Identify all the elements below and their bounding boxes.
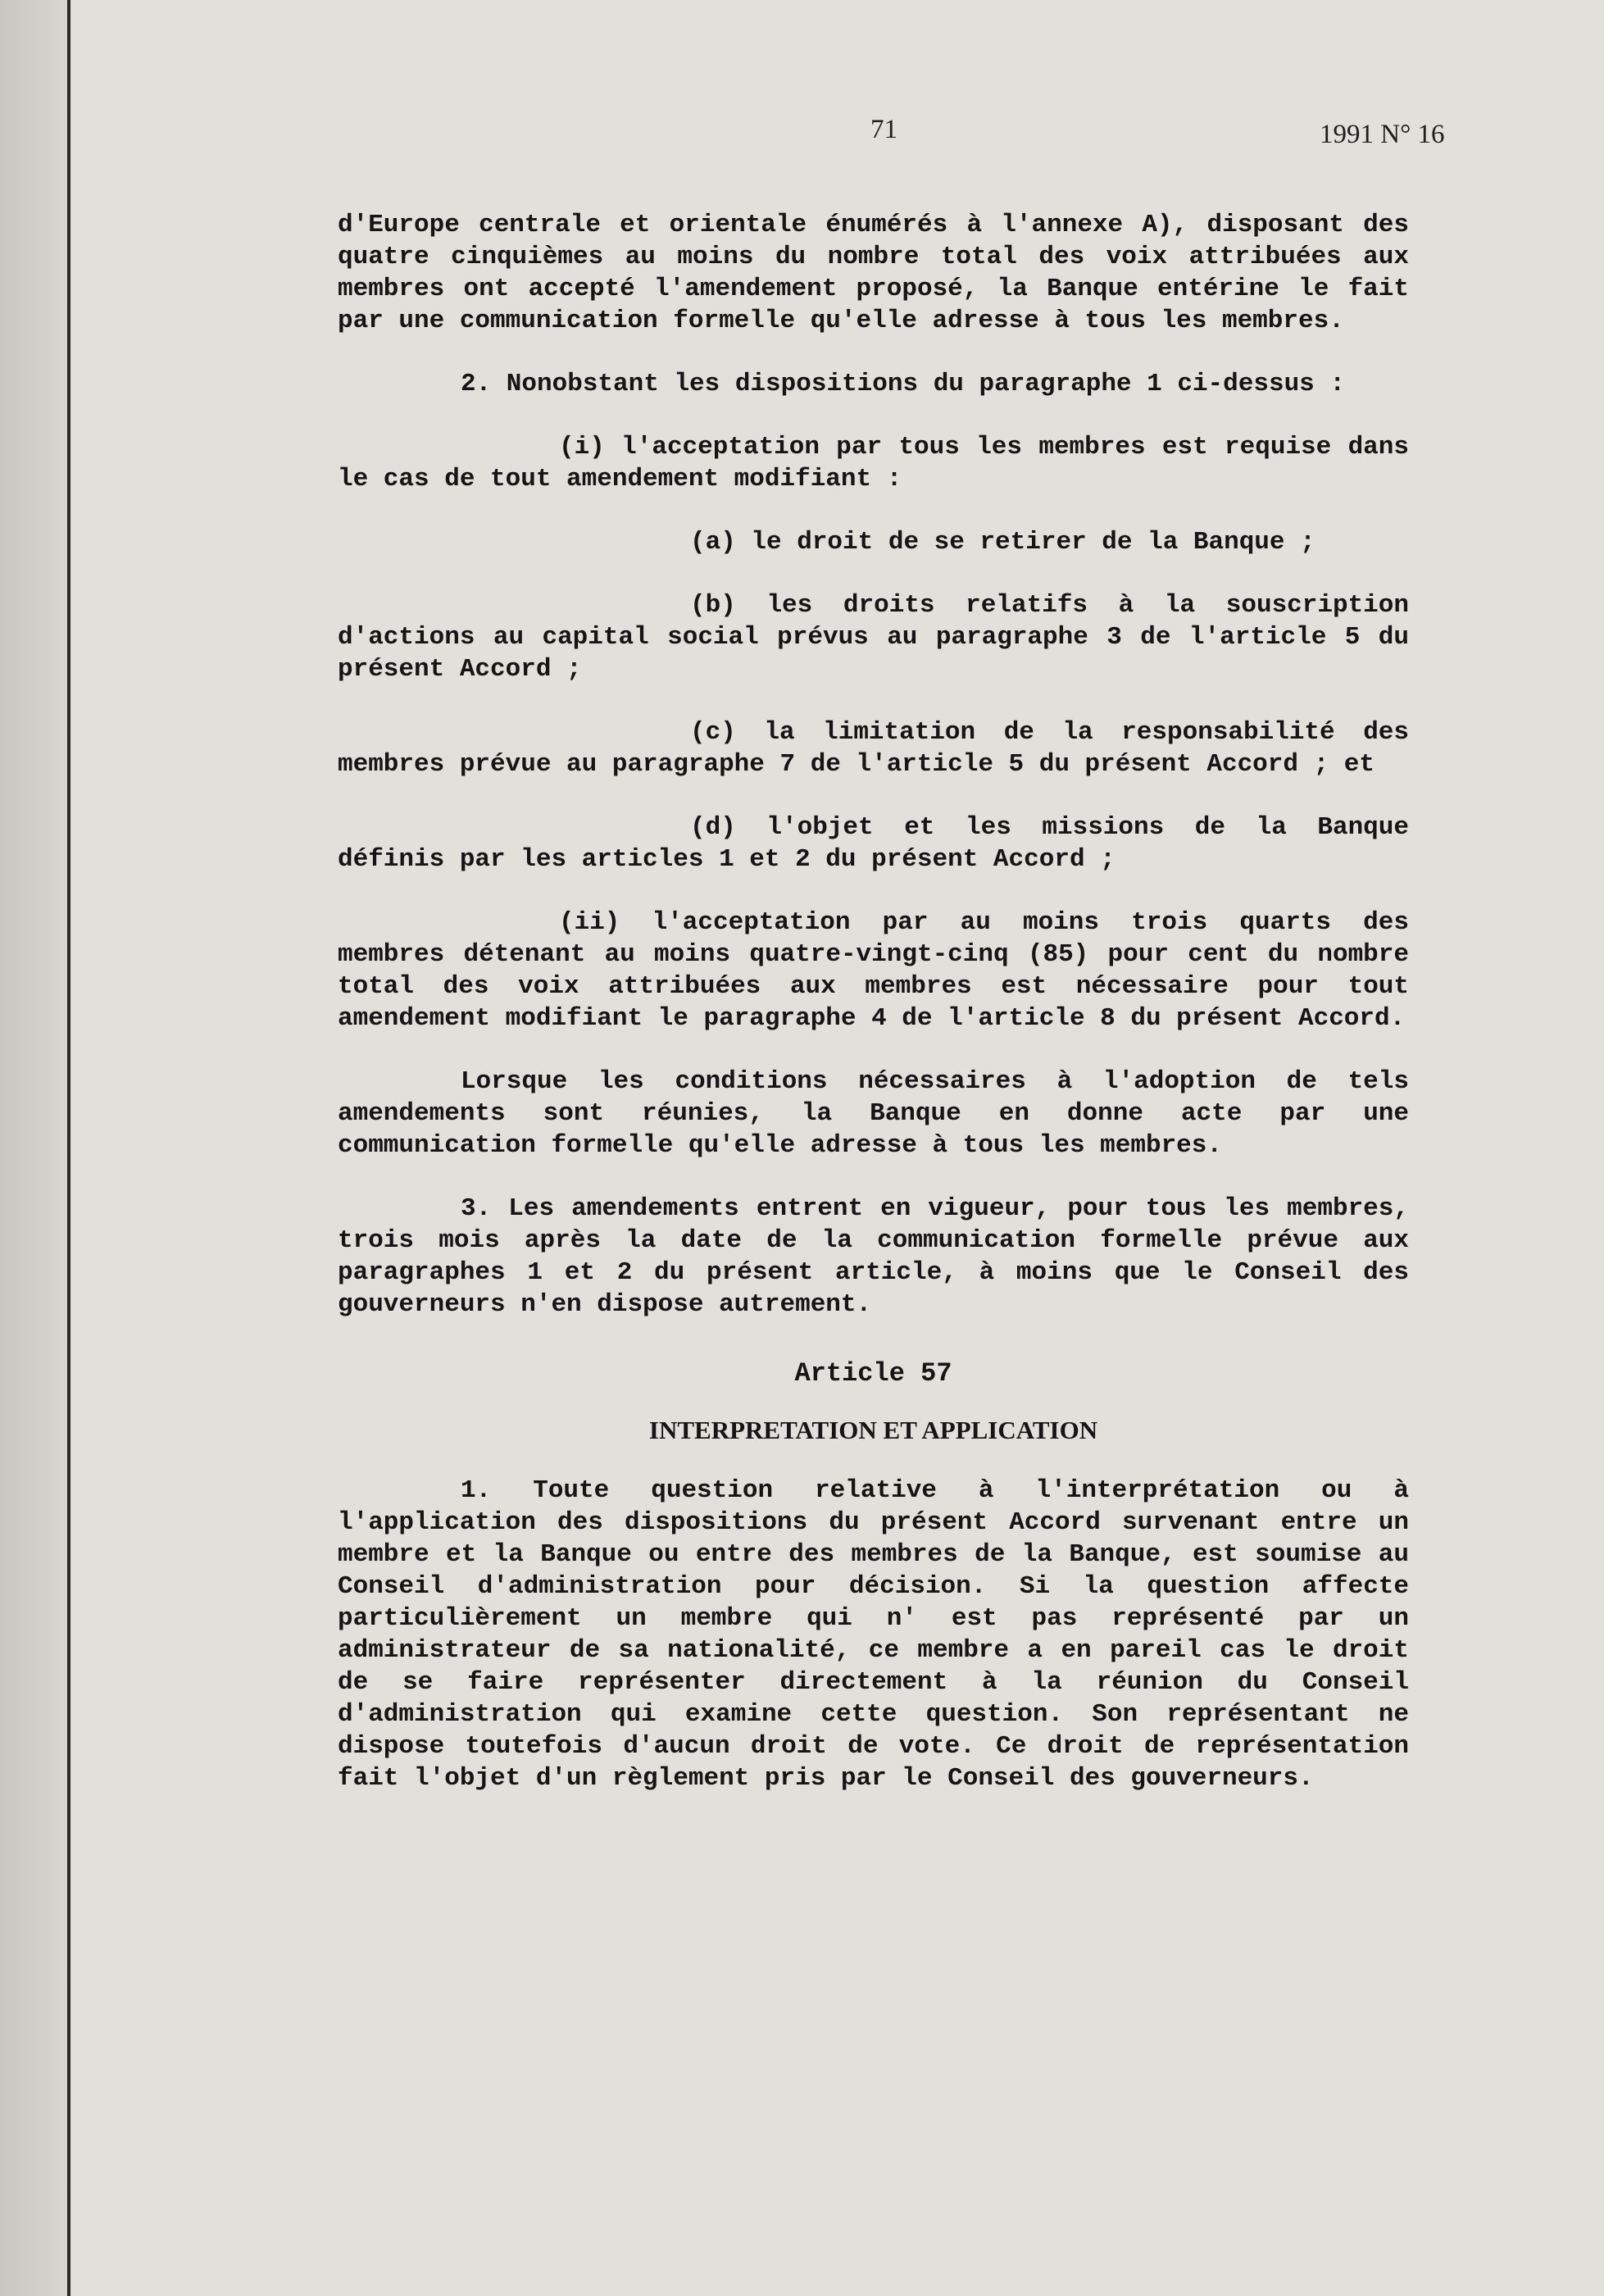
paragraph-2-i-d: (d) l'objet et les missions de la Banque définis par les articles 1 et 2 du présent Accord ; [338, 813, 1409, 874]
page-number: 71 [870, 115, 897, 144]
paragraph-2-i-c: (c) la limitation de la responsabilité des membres prévue au paragraphe 7 de l'article 5 du présent Accord ; et [338, 718, 1409, 779]
paragraph-2-i-a: (a) le droit de se retirer de la Banque ; [690, 528, 1315, 557]
article-number: Article 57 [794, 1358, 952, 1389]
article-paragraph-1: 1. Toute question relative à l'interprétation ou à l'application des dispositions du présent Accord survenant entre un membre et la Banque ou entre des membres de la Banque, est soumise au Conseil d'administration pour décision. Si la question affecte particulièrement un membre qui n' est pas représenté par un administrateur de sa nationalité, ce membre a en pareil cas le droit de se faire représenter directement à la réunion du Conseil d'administration qui examine cette question. Son représentant ne dispose toutefois d'aucun droit de vote. Ce droit de représentation fait l'objet d'un règlement pris par le Conseil des gouverneurs. [338, 1476, 1409, 1793]
document-reference: 1991 N° 16 [1320, 120, 1445, 149]
paragraph-2-conclusion: Lorsque les conditions nécessaires à l'adoption de tels amendements sont réunies, la Banque en donne acte par une communication formelle qu'elle adresse à tous les membres. [338, 1067, 1409, 1160]
document-body [338, 209, 1409, 1794]
paragraph-continuation: d'Europe centrale et orientale énumérés à l'annexe A), disposant des quatre cinquièmes au moins du nombre total des voix attribuées aux membres ont accepté l'amendement proposé, la Banque entérine le fait par une communication formelle qu'elle adresse à tous les membres. [338, 211, 1409, 335]
paragraph-3: 3. Les amendements entrent en vigueur, pour tous les membres, trois mois après la date de la communication formelle prévue aux paragraphes 1 et 2 du présent article, à moins que le Conseil des gouverneurs n'en dispose autrement. [338, 1194, 1409, 1319]
article-title: INTERPRETATION ET APPLICATION [648, 1416, 1098, 1444]
paragraph-2: 2. Nonobstant les dispositions du paragraphe 1 ci-dessus : [461, 370, 1345, 398]
paragraph-2-i-b: (b) les droits relatifs à la souscription d'actions au capital social prévus au paragraphe 3 de l'article 5 du présent Accord ; [338, 591, 1409, 684]
paragraph-2-i: (i) l'acceptation par tous les membres est requise dans le cas de tout amendement modifiant : [338, 433, 1409, 493]
paragraph-2-ii: (ii) l'acceptation par au moins trois quarts des membres détenant au moins quatre-vingt-cinq (85) pour cent du nombre total des voix attribuées aux membres est nécessaire pour tout amendement modifiant le paragraphe 4 de l'article 8 du présent Accord. [338, 908, 1409, 1033]
binding-edge [67, 0, 70, 2296]
page-header [0, 115, 1604, 156]
binding-shadow [0, 0, 67, 2296]
